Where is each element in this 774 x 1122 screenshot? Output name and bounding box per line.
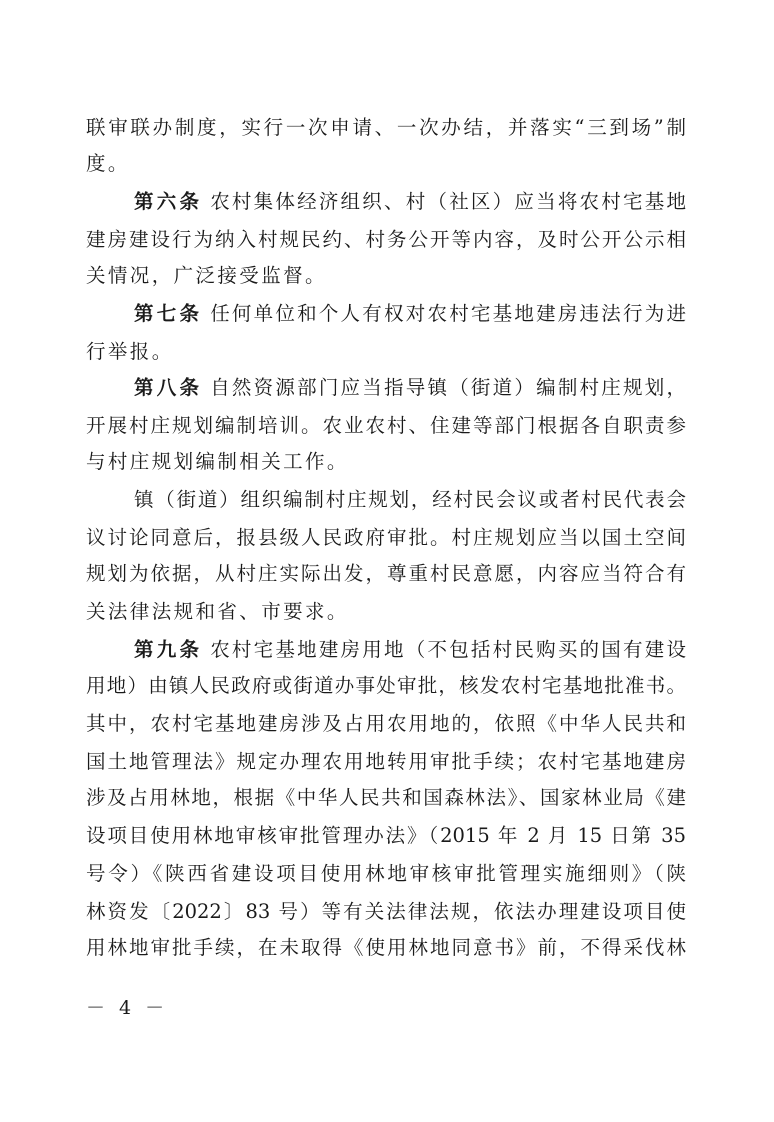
text-line: [86, 748, 686, 776]
line-text: 设项目使用林地审核审批管理办法》（2015 年 2 月 15 日第 35: [86, 824, 686, 847]
text-line: [86, 114, 686, 142]
text-line: [86, 672, 686, 700]
text-line: [134, 636, 686, 664]
text-line: [86, 898, 686, 926]
article-heading: 第六条: [134, 190, 203, 213]
line-text: 关法律法规和省、市要求。: [86, 600, 349, 623]
page-number: － 4 －: [86, 997, 169, 1019]
line-text: 农村集体经济组织、村（社区）应当将农村宅基地: [210, 190, 686, 213]
line-text: 任何单位和个人有权对农村宅基地建房违法行为进: [210, 302, 686, 325]
line-text: 建房建设行为纳入村规民约、村务公开等内容，及时公开公示相: [86, 228, 686, 251]
line-text: 行举报。: [86, 340, 174, 363]
line-text: 号令）《陕西省建设项目使用林地审核审批管理实施细则》（陕: [86, 862, 686, 885]
text-line: [134, 374, 686, 402]
line-text: 与村庄规划编制相关工作。: [86, 450, 349, 473]
line-text: 关情况，广泛接受监督。: [86, 264, 327, 287]
line-text: 用林地审批手续，在未取得《使用林地同意书》前，不得采伐林: [86, 936, 686, 959]
line-text: 国土地管理法》规定办理农用地转用审批手续；农村宅基地建房: [86, 750, 686, 773]
line-text: 镇（街道）组织编制村庄规划，经村民会议或者村民代表会: [134, 488, 686, 511]
text-line: [86, 560, 686, 588]
text-line: [86, 448, 686, 476]
text-line: [134, 300, 686, 328]
text-line: [86, 598, 686, 626]
text-line: [86, 150, 686, 178]
line-text: 涉及占用林地，根据《中华人民共和国森林法》、国家林业局《建: [86, 786, 686, 809]
text-line: [86, 412, 686, 440]
text-line: [86, 710, 686, 738]
text-line: [86, 524, 686, 552]
line-text: 其中，农村宅基地建房涉及占用农用地的，依照《中华人民共和: [86, 712, 686, 735]
text-line: [86, 934, 686, 962]
text-line: [86, 822, 686, 850]
article-heading: 第八条: [134, 376, 203, 399]
text-line: [86, 860, 686, 888]
article-heading: 第七条: [134, 302, 203, 325]
line-text: 农村宅基地建房用地（不包括村民购买的国有建设: [210, 638, 686, 661]
text-line: [134, 486, 686, 514]
line-text: 林资发〔2022〕83 号）等有关法律法规，依法办理建设项目使: [86, 900, 686, 923]
text-line: [86, 784, 686, 812]
text-line: [86, 262, 686, 290]
line-text: 议讨论同意后，报县级人民政府审批。村庄规划应当以国土空间: [86, 526, 686, 549]
article-heading: 第九条: [134, 638, 203, 661]
text-line: [86, 226, 686, 254]
line-text: 自然资源部门应当指导镇（街道）编制村庄规划，: [210, 376, 686, 399]
line-text: 开展村庄规划编制培训。农业农村、住建等部门根据各自职责参: [86, 414, 686, 437]
line-text: 用地）由镇人民政府或街道办事处审批，核发农村宅基地批准书。: [86, 674, 686, 697]
line-text: 度。: [86, 152, 130, 175]
line-text: 规划为依据，从村庄实际出发，尊重村民意愿，内容应当符合有: [86, 562, 686, 585]
text-line: [86, 338, 686, 366]
text-line: [134, 188, 686, 216]
line-text: 联审联办制度，实行一次申请、一次办结，并落实“三到场”制: [86, 116, 686, 139]
